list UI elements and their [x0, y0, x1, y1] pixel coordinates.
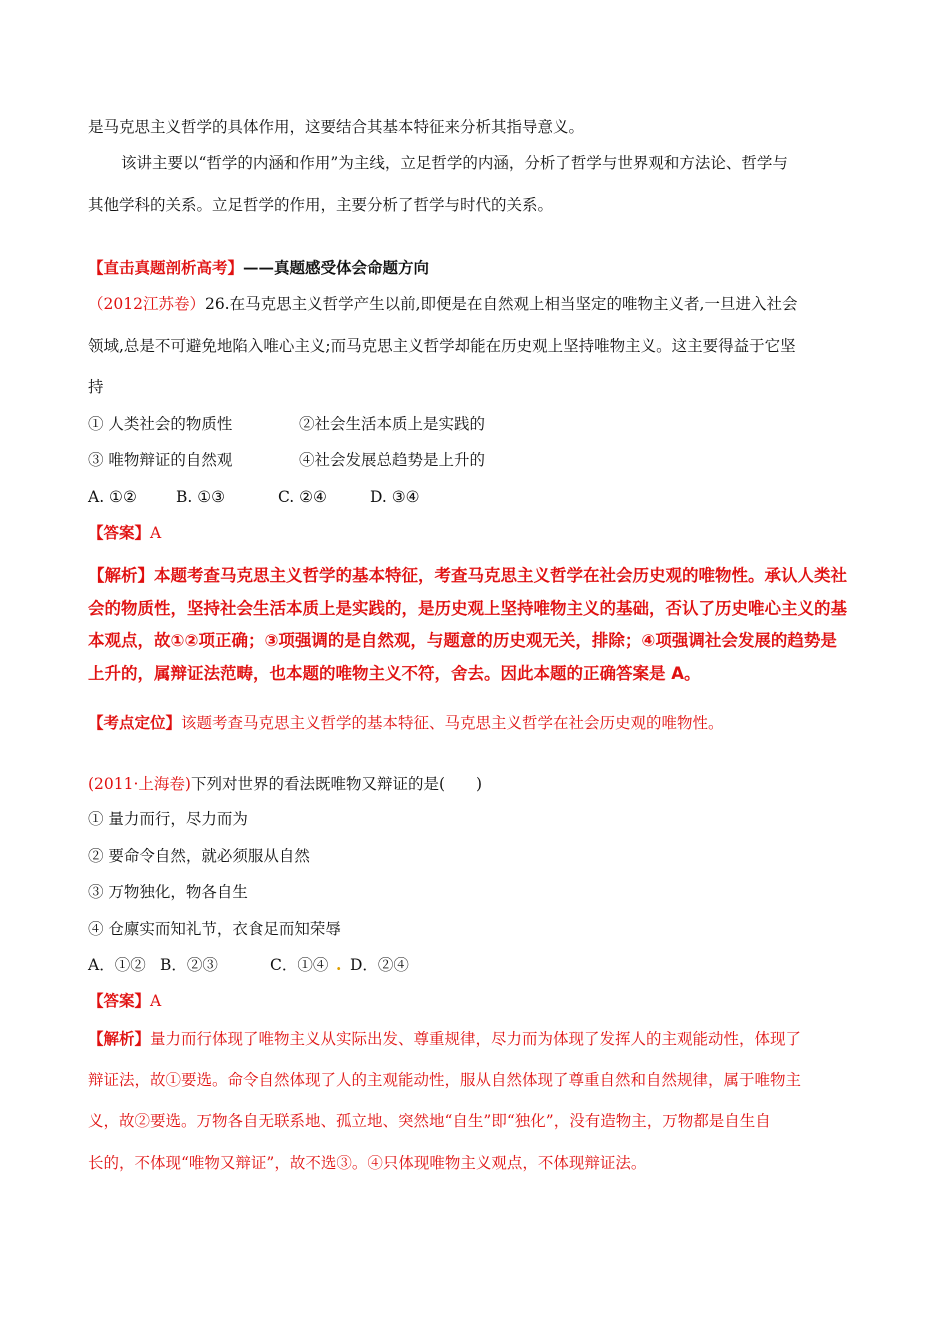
q2-option-1: ① 量力而行，尽力而为: [88, 810, 248, 828]
q2-analysis-line-4: 长的，不体现“唯物又辩证”，故不选③。④只体现唯物主义观点，不体现辩证法。: [88, 1154, 647, 1172]
q1-answer-value: A: [150, 524, 162, 542]
q2-stem-text: 下列对世界的看法既唯物又辩证的是( ): [190, 775, 483, 793]
q1-option-2: ②社会生活本质上是实践的: [299, 415, 486, 433]
q2-option-2: ② 要命令自然，就必须服从自然: [88, 847, 310, 865]
q2-option-4: ④ 仓廪实而知礼节，衣食足而知荣辱: [88, 920, 341, 938]
q2-answer-label: 【答案】: [88, 991, 151, 1010]
q1-choice-a: A. ①②: [88, 488, 137, 506]
q2-option-3: ③ 万物独化，物各自生: [88, 883, 248, 901]
q2-answer-value: A: [150, 992, 162, 1010]
q2-analysis-line-3: 义，故②要选。万物各自无联系地、孤立地、突然地“自生”即“独化”，没有造物主，万物都是自生自: [88, 1112, 771, 1130]
intro-line-1: 是马克思主义哲学的具体作用，这要结合其基本特征来分析其指导意义。: [88, 118, 585, 136]
q1-stem-line-1: [88, 293, 868, 315]
q2-source: (2011·上海卷): [88, 775, 191, 793]
q1-analysis-line-4: 上升的，属辩证法范畴，也本题的唯物主义不符，舍去。因此本题的正确答案是 A。: [88, 664, 701, 683]
q2-stem: [88, 773, 868, 795]
intro-line-2: 该讲主要以“哲学的内涵和作用”为主线，立足哲学的内涵，分析了哲学与世界观和方法论、哲学与: [121, 154, 788, 172]
section-heading-tag: 【直击真题剖析高考】: [88, 258, 244, 277]
q1-stem-line-2: 领域,总是不可避免地陷入唯心主义;而马克思主义哲学却能在历史观上坚持唯物主义。这主要得益于它坚: [88, 337, 796, 355]
intro-line-3: 其他学科的关系。立足哲学的作用，主要分析了哲学与时代的关系。: [88, 196, 554, 214]
q1-analysis-line-2: 会的物质性，坚持社会生活本质上是实践的，是历史观上坚持唯物主义的基础，否认了历史唯心主义的基: [88, 599, 847, 618]
section-heading: [88, 257, 868, 279]
q2-choice-b: B．②③: [160, 956, 218, 974]
q1-choice-d: D. ③④: [370, 488, 420, 506]
q1-options-row-2: [88, 449, 868, 471]
q1-stem-line-3: 持: [88, 378, 104, 396]
q1-kaodian-text: 该题考查马克思主义哲学的基本特征、马克思主义哲学在社会历史观的唯物性。: [181, 714, 724, 732]
q1-option-1: ① 人类社会的物质性: [88, 415, 233, 433]
q1-answer: [88, 522, 868, 544]
q1-choice-c: C. ②④: [278, 488, 327, 506]
q1-source: （2012江苏卷）: [88, 295, 205, 313]
q1-choice-b: B. ①③: [176, 488, 226, 506]
q2-choice-d: D．②④: [350, 956, 409, 974]
q1-analysis-line-1: 【解析】本题考查马克思主义哲学的基本特征，考查马克思主义哲学在社会历史观的唯物性。承认人类社: [88, 566, 847, 585]
q2-analysis-1: 量力而行体现了唯物主义从实际出发、尊重规律，尽力而为体现了发挥人的主观能动性，体现了: [150, 1030, 802, 1048]
q2-analysis-line-2: 辩证法，故①要选。命令自然体现了人的主观能动性，服从自然体现了尊重自然和自然规律，属于唯物主: [88, 1071, 802, 1089]
section-heading-subtitle: ——真题感受体会命题方向: [243, 258, 430, 277]
q1-options-row-1: [88, 413, 868, 435]
q1-analysis-line-3: 本观点，故①②项正确；③项强调的是自然观，与题意的历史观无关，排除；④项强调社会发展的趋势是: [88, 631, 837, 650]
q2-choices: [88, 954, 868, 976]
q1-stem-1: 26.在马克思主义哲学产生以前,即便是在自然观上相当坚定的唯物主义者,一旦进入社会: [204, 295, 798, 313]
q1-answer-label: 【答案】: [88, 523, 151, 542]
q1-kaodian: [88, 712, 868, 734]
q1-choices: [88, 486, 868, 508]
q1-kaodian-label: 【考点定位】: [88, 713, 182, 732]
q2-answer: [88, 990, 868, 1012]
q2-dot-mark: .: [336, 955, 342, 974]
q1-option-3: ③ 唯物辩证的自然观: [88, 451, 233, 469]
q2-choice-a: A．①②: [88, 956, 146, 974]
q2-analysis-label: 【解析】: [88, 1029, 151, 1048]
q2-choice-c: C．①④: [270, 956, 329, 974]
q2-analysis-line-1: [88, 1028, 868, 1050]
q1-option-4: ④社会发展总趋势是上升的: [299, 451, 486, 469]
